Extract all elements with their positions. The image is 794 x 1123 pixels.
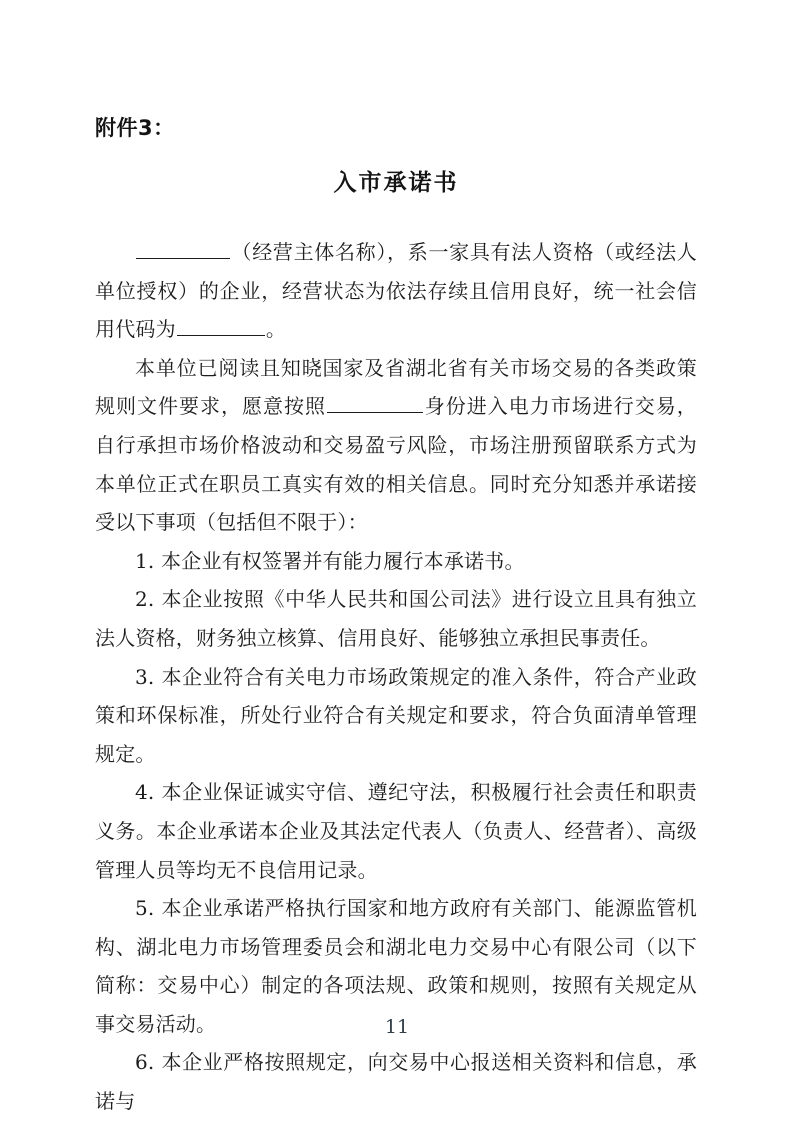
paragraph-intro <box>95 233 697 349</box>
identity-blank[interactable] <box>327 392 423 413</box>
paragraph-declaration <box>95 349 697 542</box>
page-title: 入市承诺书 <box>333 170 459 196</box>
commitment-item-6: 6. 本企业严格按照规定，向交易中心报送相关资料和信息，承诺与 <box>95 1050 697 1114</box>
commitment-item-4: 4. 本企业保证诚实守信、遵纪守法，积极履行社会责任和职责义务。本企业承诺本企业及其法定代表人（负责人、经营者）、高级管理人员等均无不良信用记录。 <box>95 780 697 882</box>
paragraph-intro-text: （经营主体名称），系一家具有法人资格（或经法人单位授权）的企业，经营状态为依法存续且信用良好，统一社会信用代码为 <box>95 240 697 342</box>
commitment-item-5: 5. 本企业承诺严格执行国家和地方政府有关部门、能源监管机构、湖北电力市场管理委员会和湖北电力交易中心有限公司（以下简称：交易中心）制定的各项法规、政策和规则，按照有关规定从事交易活动。 <box>95 896 697 1036</box>
attachment-label: 附件3： <box>95 116 175 140</box>
commitment-item-2: 2. 本企业按照《中华人民共和国公司法》进行设立且具有独立法人资格，财务独立核算、信用良好、能够独立承担民事责任。 <box>95 587 697 650</box>
page-number: 11 <box>384 1016 410 1038</box>
document-content <box>95 0 697 1121</box>
commitment-item-1: 1. 本企业有权签署并有能力履行本承诺书。 <box>135 548 525 573</box>
credit-code-blank[interactable] <box>177 315 265 336</box>
entity-name-blank[interactable] <box>136 238 230 259</box>
document-body <box>95 195 697 1121</box>
commitment-item-3: 3. 本企业符合有关电力市场政策规定的准入条件，符合产业政策和环保标准，所处行业符合有关规定和要求，符合负面清单管理规定。 <box>95 664 697 766</box>
paragraph-declaration-part1: 本单位已阅读且知晓国家及省湖北省有关市场交易的各类政策规则文件要求，愿意按照 <box>95 355 697 419</box>
paragraph-intro-end: 。 <box>265 317 287 342</box>
paragraph-declaration-part2: 身份进入电力市场进行交易，自行承担市场价格波动和交易盈亏风险，市场注册预留联系方式为本单位正式在职员工真实有效的相关信息。同时充分知悉并承诺接受以下事项（包括但不限于）： <box>95 394 697 535</box>
